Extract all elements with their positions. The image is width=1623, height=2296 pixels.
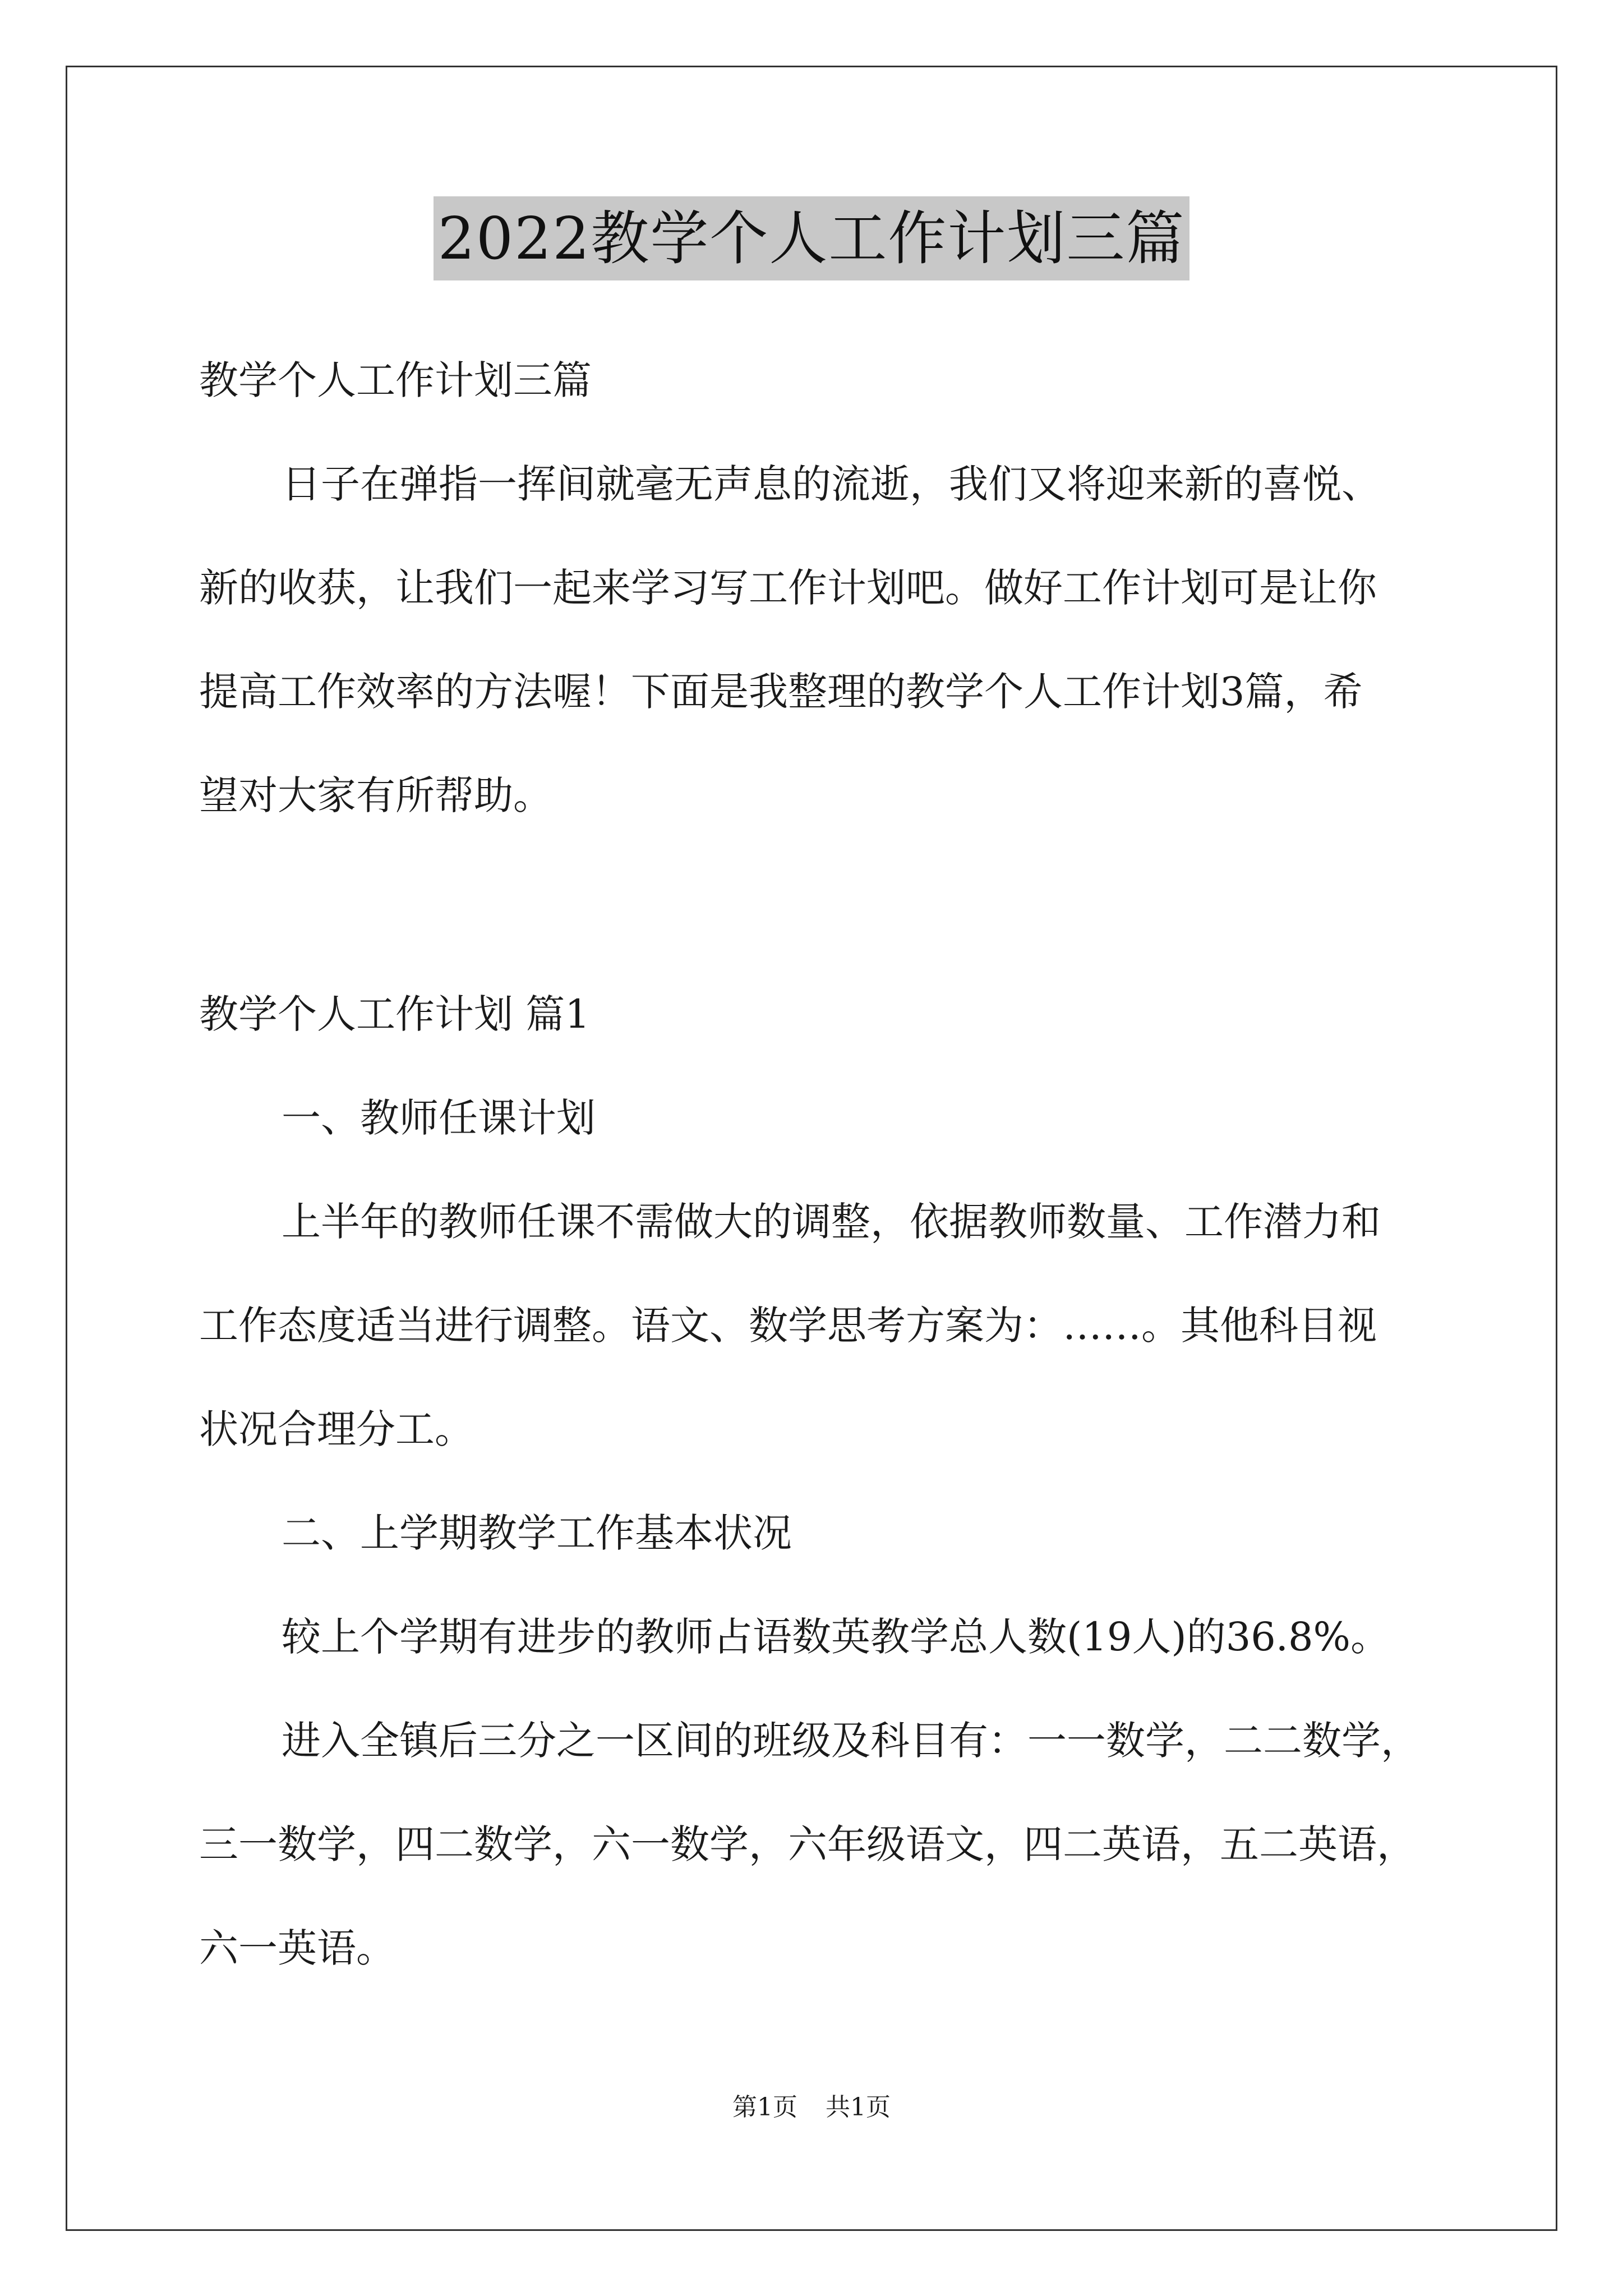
page-number-current: 第1页 (732, 2093, 797, 2122)
paragraph-line: 上半年的教师任课不需做大的调整，依据教师数量、工作潜力和 (282, 1199, 1381, 1245)
section-heading: 教学个人工作计划 篇1 (199, 991, 590, 1037)
subsection-heading: 一、教师任课计划 (282, 1095, 596, 1141)
paragraph-line: 工作态度适当进行调整。语文、数学思考方案为：……。其他科目视 (199, 1303, 1377, 1349)
paragraph-line: 三一数学，四二数学，六一数学，六年级语文，四二英语，五二英语， (199, 1821, 1416, 1867)
paragraph-line: 望对大家有所帮助。 (199, 772, 552, 818)
page-footer (0, 2087, 1623, 2123)
paragraph-line: 进入全镇后三分之一区间的班级及科目有：一一数学，二二数学， (282, 1718, 1420, 1764)
document-title: 2022教学个人工作计划三篇 (434, 196, 1190, 280)
paragraph-line: 较上个学期有进步的教师占语数英教学总人数(19人)的36.8%。 (282, 1614, 1390, 1660)
paragraph-line: 提高工作效率的方法喔！下面是我整理的教学个人工作计划3篇，希 (199, 669, 1363, 715)
page-number-total: 共1页 (826, 2093, 891, 2122)
paragraph-line: 新的收获，让我们一起来学习写工作计划吧。做好工作计划可是让你 (199, 565, 1377, 611)
subsection-heading: 二、上学期教学工作基本状况 (282, 1510, 792, 1556)
paragraph-line: 日子在弹指一挥间就毫无声息的流逝，我们又将迎来新的喜悦、 (282, 461, 1381, 507)
intro-heading: 教学个人工作计划三篇 (199, 357, 592, 403)
title-container (0, 196, 1623, 280)
paragraph-line: 六一英语。 (199, 1925, 395, 1971)
paragraph-line: 状况合理分工。 (199, 1406, 474, 1452)
